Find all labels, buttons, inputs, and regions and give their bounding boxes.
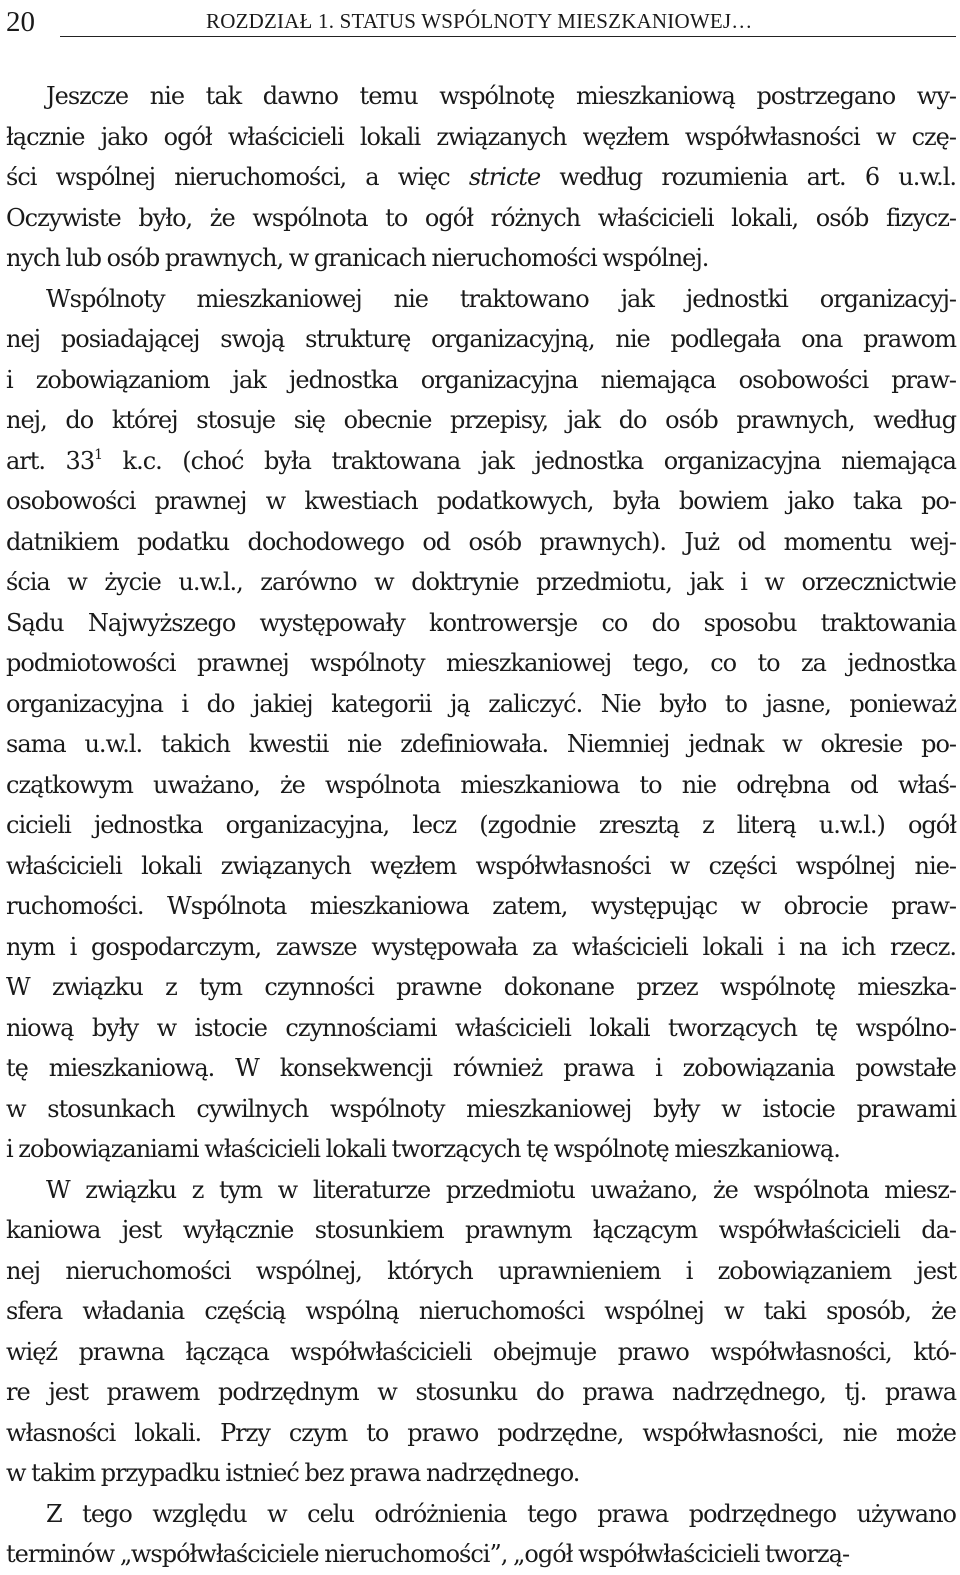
text-line: łącznie jako ogół właścicieli lokali związanych węzłem współwłasności w czę- (6, 122, 956, 151)
chapter-title: ROZDZIAŁ 1. STATUS WSPÓLNOTY MIESZKANIOWEJ… (206, 9, 753, 33)
text-line: i zobowiązaniom jak jednostka organizacyjna niemająca osobowości praw- (6, 365, 956, 394)
paragraph (6, 279, 956, 1170)
text-line: re jest prawem podrzędnym w stosunku do prawa nadrzędnego, tj. prawa (6, 1378, 956, 1406)
text-line: Wspólnoty mieszkaniowej nie traktowano jak jednostki organizacyj- (46, 284, 956, 313)
text-line: czątkowym uważano, że wspólnota mieszkaniowa to nie odrębna od właś- (6, 770, 956, 799)
text-line: nej posiadającej swoją strukturę organizacyjną, nie podlegała ona prawom (6, 325, 956, 353)
paragraph (6, 76, 956, 279)
text-line: osobowości prawnej w kwestiach podatkowych, była bowiem jako taka po- (6, 487, 956, 515)
text-line: Sądu Najwyższego występowały kontrowersje co do sposobu traktowania (6, 608, 956, 637)
text-line: w stosunkach cywilnych wspólnoty mieszkaniowej były w istocie prawami (6, 1094, 956, 1123)
text-line: Z tego względu w celu odróżnienia tego prawa podrzędnego używano (46, 1499, 956, 1528)
text-line: w takim przypadku istnieć bez prawa nadrzędnego. (6, 1459, 580, 1487)
text-line: nych lub osób prawnych, w granicach nieruchomości wspólnej. (6, 244, 709, 272)
text-line: Oczywiste było, że wspólnota to ogół różnych właścicieli lokali, osób fizycz- (6, 203, 956, 232)
text-line: nej nieruchomości wspólnej, których uprawnieniem i zobowiązaniem jest (6, 1256, 956, 1285)
italic-term: stricte (468, 163, 541, 191)
body-text (6, 76, 956, 1575)
header-rule (60, 36, 956, 37)
text-line: organizacyjna i do jakiej kategorii ją zaliczyć. Nie było to jasne, ponieważ (6, 689, 956, 718)
text-line: i zobowiązaniami właścicieli lokali tworzących tę wspólnotę mieszkaniową. (6, 1135, 840, 1163)
text-line: niową były w istocie czynnościami właścicieli lokali tworzących tę wspólno- (6, 1013, 956, 1042)
superscript: 1 (94, 446, 103, 463)
text-line: własności lokali. Przy czym to prawo podrzędne, współwłasności, nie może (6, 1418, 956, 1447)
text-line: ści wspólnej nieruchomości, a więc stricte według rozumienia art. 6 u.w.l. (6, 163, 956, 191)
text-line: terminów „współwłaściciele nieruchomości”, „ogół współwłaścicieli tworzą- (6, 1540, 850, 1568)
text-line: nym i gospodarczym, zawsze występowała za właścicieli lokali i na ich rzecz. (6, 932, 956, 961)
text-line: ścia w życie u.w.l., zarówno w doktrynie przedmiotu, jak i w orzecznictwie (6, 568, 956, 596)
text-line: datnikiem podatku dochodowego od osób prawnych). Już od momentu wej- (6, 527, 956, 556)
paragraph (6, 1494, 956, 1575)
page-number: 20 (6, 6, 35, 38)
text-line: kaniowa jest wyłącznie stosunkiem prawnym łączącym współwłaścicieli da- (6, 1216, 956, 1244)
text-line: podmiotowości prawnej wspólnoty mieszkaniowej tego, co to za jednostka (6, 649, 956, 677)
text-line: art. $33^1$ k.c. (choć była traktowana jak jednostka organizacyjna niemająca (6, 446, 956, 475)
text-line: W związku z tym czynności prawne dokonane przez wspólnotę mieszka- (6, 973, 956, 1001)
text-line: więź prawna łącząca współwłaścicieli obejmuje prawo współwłasności, któ- (6, 1337, 956, 1366)
text-line: sama u.w.l. takich kwestii nie zdefiniowała. Niemniej jednak w okresie po- (6, 730, 956, 758)
text-line: ruchomości. Wspólnota mieszkaniowa zatem, występując w obrocie praw- (6, 892, 956, 920)
text-line: W związku z tym w literaturze przedmiotu uważano, że wspólnota miesz- (46, 1175, 956, 1204)
text-line: tę mieszkaniową. W konsekwencji również prawa i zobowiązania powstałe (6, 1054, 956, 1082)
running-header (6, 2, 956, 42)
paragraph (6, 1170, 956, 1494)
text-line: Jeszcze nie tak dawno temu wspólnotę mieszkaniową postrzegano wy- (46, 82, 956, 110)
text-line: sfera władania częścią wspólną nieruchomości wspólnej w taki sposób, że (6, 1297, 956, 1325)
text-line: właścicieli lokali związanych węzłem współwłasności w części wspólnej nie- (6, 851, 956, 880)
text-line: nej, do której stosuje się obecnie przepisy, jak do osób prawnych, według (6, 406, 956, 434)
text-line: cicieli jednostka organizacyjna, lecz (zgodnie zresztą z literą u.w.l.) ogół (6, 811, 956, 839)
